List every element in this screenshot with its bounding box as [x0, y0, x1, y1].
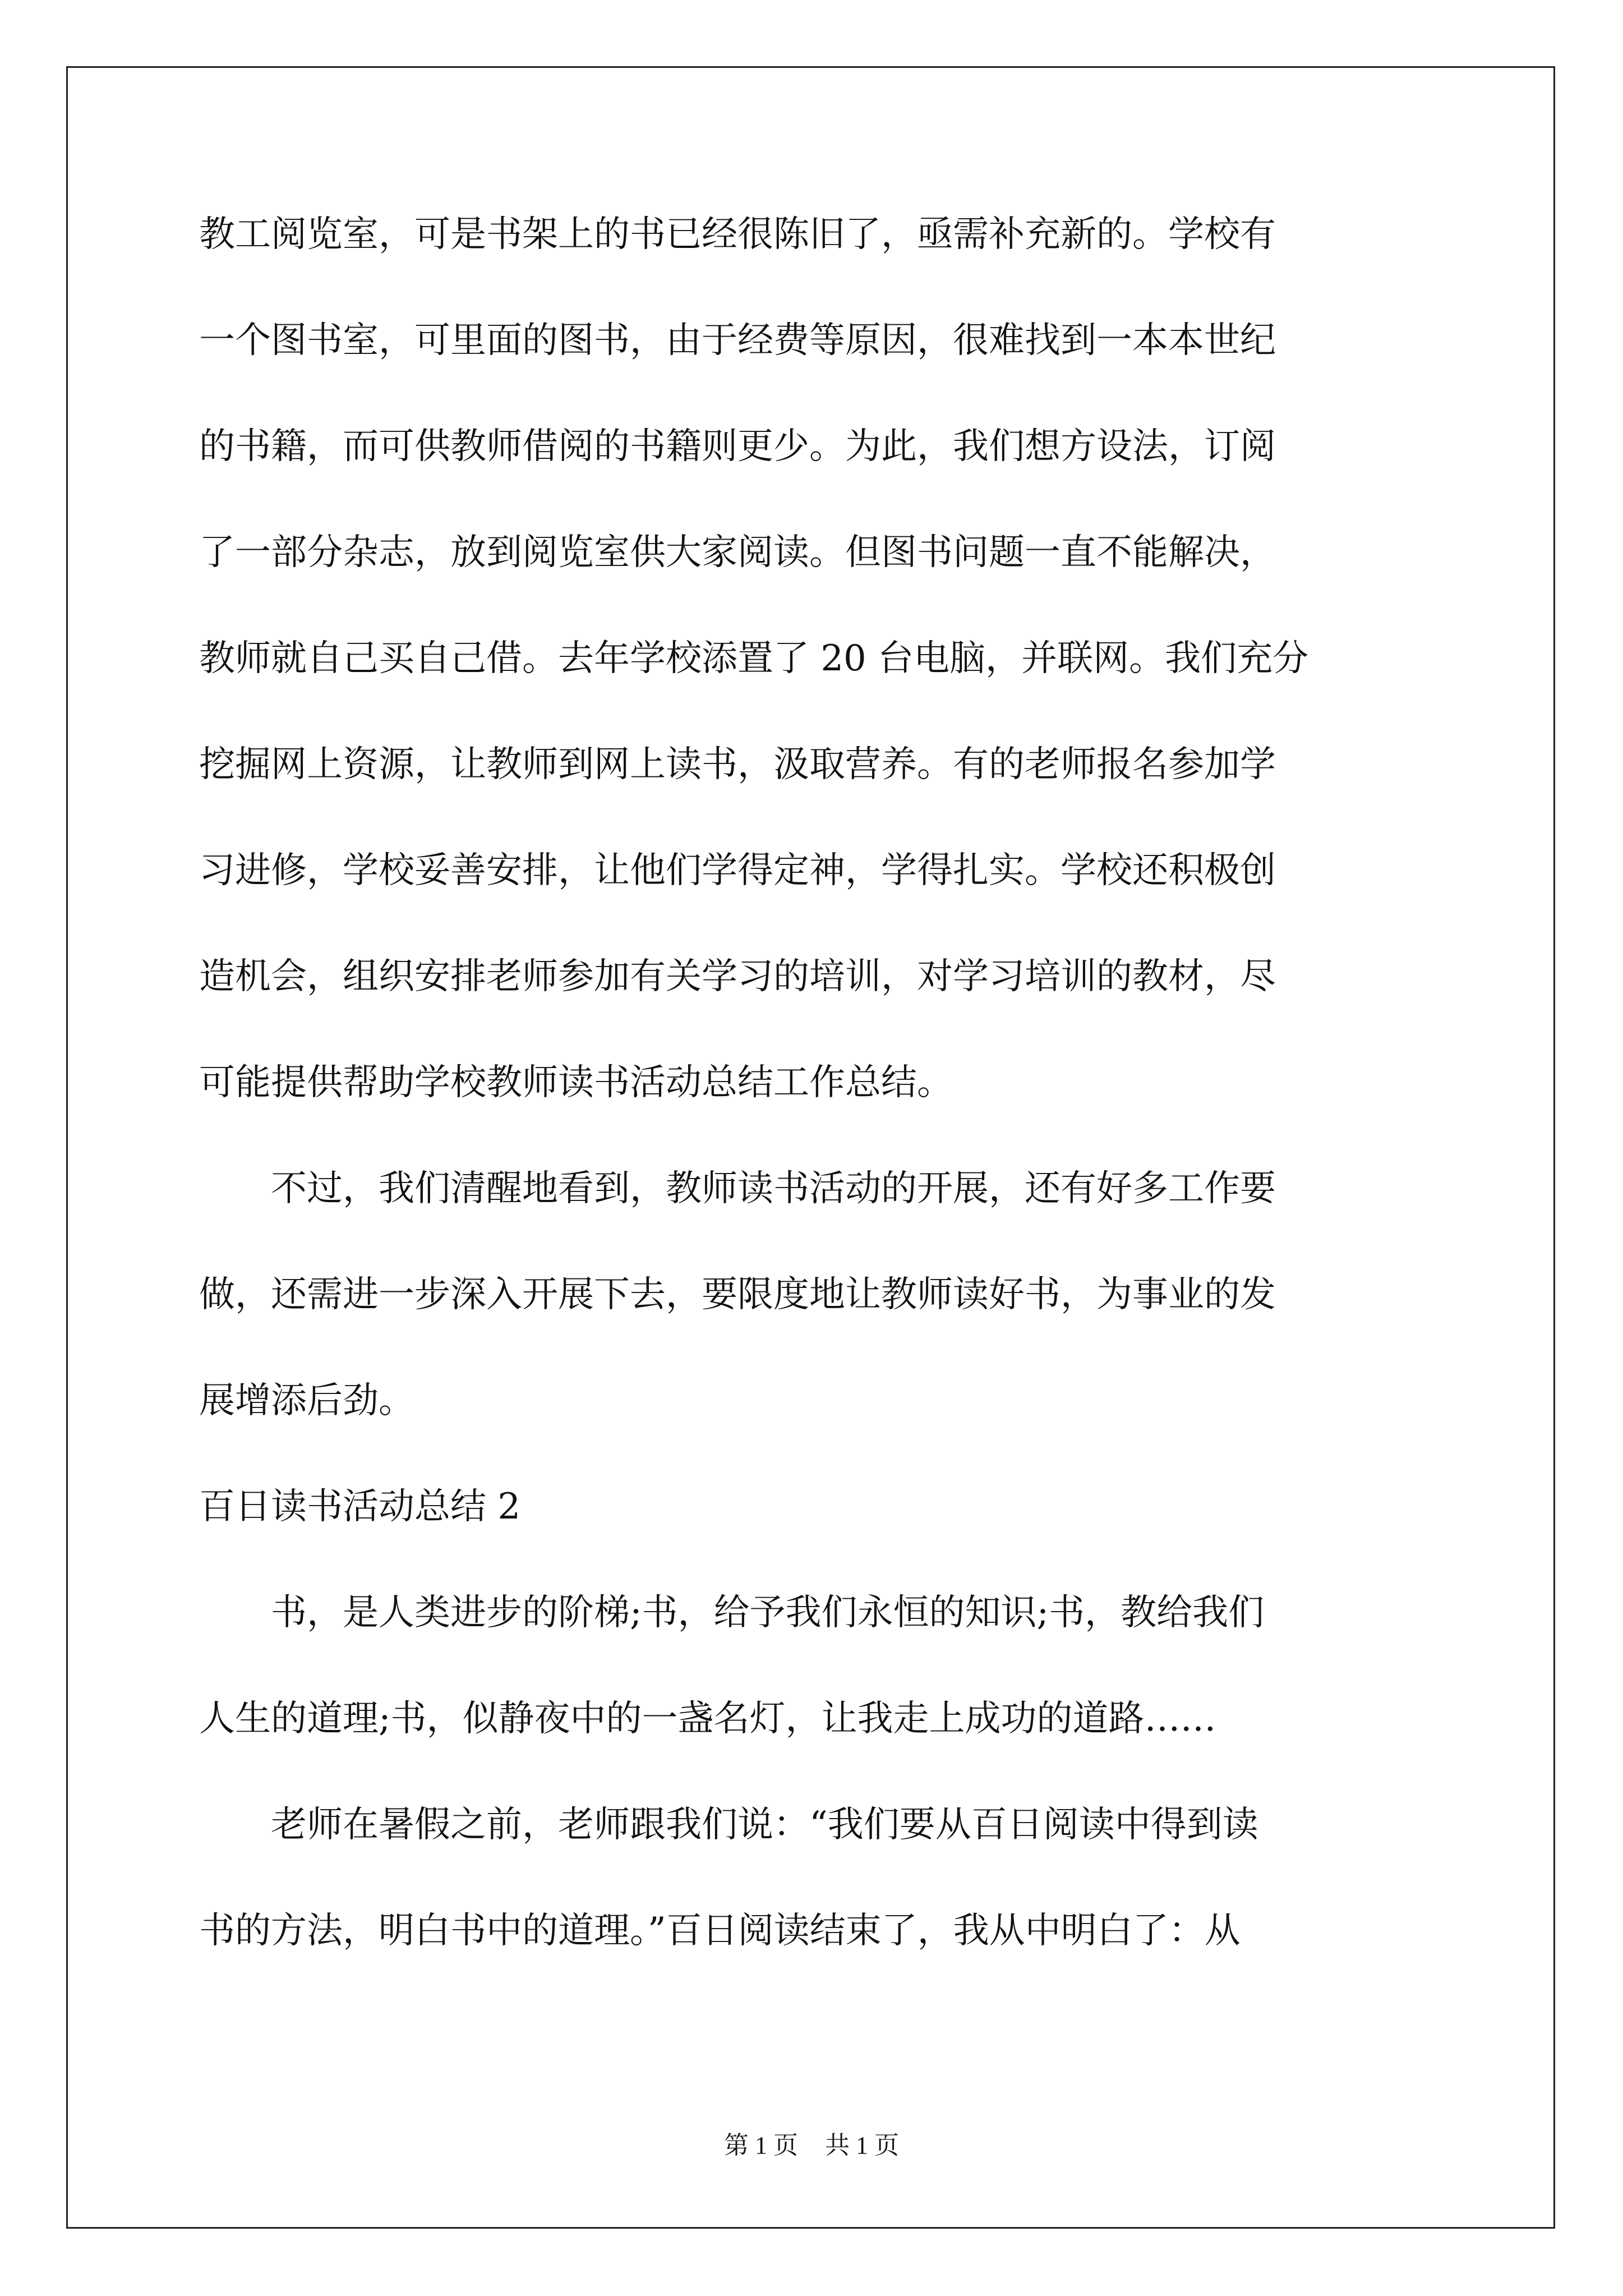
- body-line: 挖掘网上资源，让教师到网上读书，汲取营养。有的老师报名参加学: [199, 744, 1276, 785]
- paragraph-start-line: 老师在暑假之前，老师跟我们说：“我们要从百日阅读中得到读: [271, 1804, 1258, 1846]
- page-number-label: 第 1 页: [724, 2132, 798, 2159]
- body-line: 造机会，组织安排老师参加有关学习的培训，对学习培训的教材，尽: [199, 956, 1276, 997]
- body-line: 可能提供帮助学校教师读书活动总结工作总结。: [199, 1062, 953, 1103]
- paragraph-start-line: 书，是人类进步的阶梯;书，给予我们永恒的知识;书，教给我们: [271, 1592, 1265, 1634]
- body-line: 了一部分杂志，放到阅览室供大家阅读。但图书问题一直不能解决，: [199, 532, 1276, 573]
- body-line: 做，还需进一步深入开展下去，要限度地让教师读好书，为事业的发: [199, 1274, 1276, 1315]
- page-total-label: 共 1 页: [825, 2132, 899, 2159]
- body-line: 教师就自己买自己借。去年学校添置了 20 台电脑，并联网。我们充分: [199, 638, 1309, 679]
- body-line: 一个图书室，可里面的图书，由于经费等原因，很难找到一本本世纪: [199, 320, 1276, 361]
- body-line: 教工阅览室，可是书架上的书已经很陈旧了，亟需补充新的。学校有: [199, 214, 1276, 255]
- page-footer: [0, 2130, 1623, 2161]
- body-line: 的书籍，而可供教师借阅的书籍则更少。为此，我们想方设法，订阅: [199, 426, 1276, 467]
- document-body: [199, 208, 1422, 2010]
- body-line: 人生的道理;书，似静夜中的一盏名灯，让我走上成功的道路……: [199, 1698, 1216, 1740]
- body-line: 习进修，学校妥善安排，让他们学得定神，学得扎实。学校还积极创: [199, 850, 1276, 891]
- body-line: 展增添后劲。: [199, 1380, 414, 1421]
- body-line: 书的方法，明白书中的道理。”百日阅读结束了，我从中明白了：从: [199, 1910, 1241, 1952]
- section-heading: 百日读书活动总结 2: [199, 1486, 521, 1527]
- paragraph-start-line: 不过，我们清醒地看到，教师读书活动的开展，还有好多工作要: [271, 1168, 1276, 1209]
